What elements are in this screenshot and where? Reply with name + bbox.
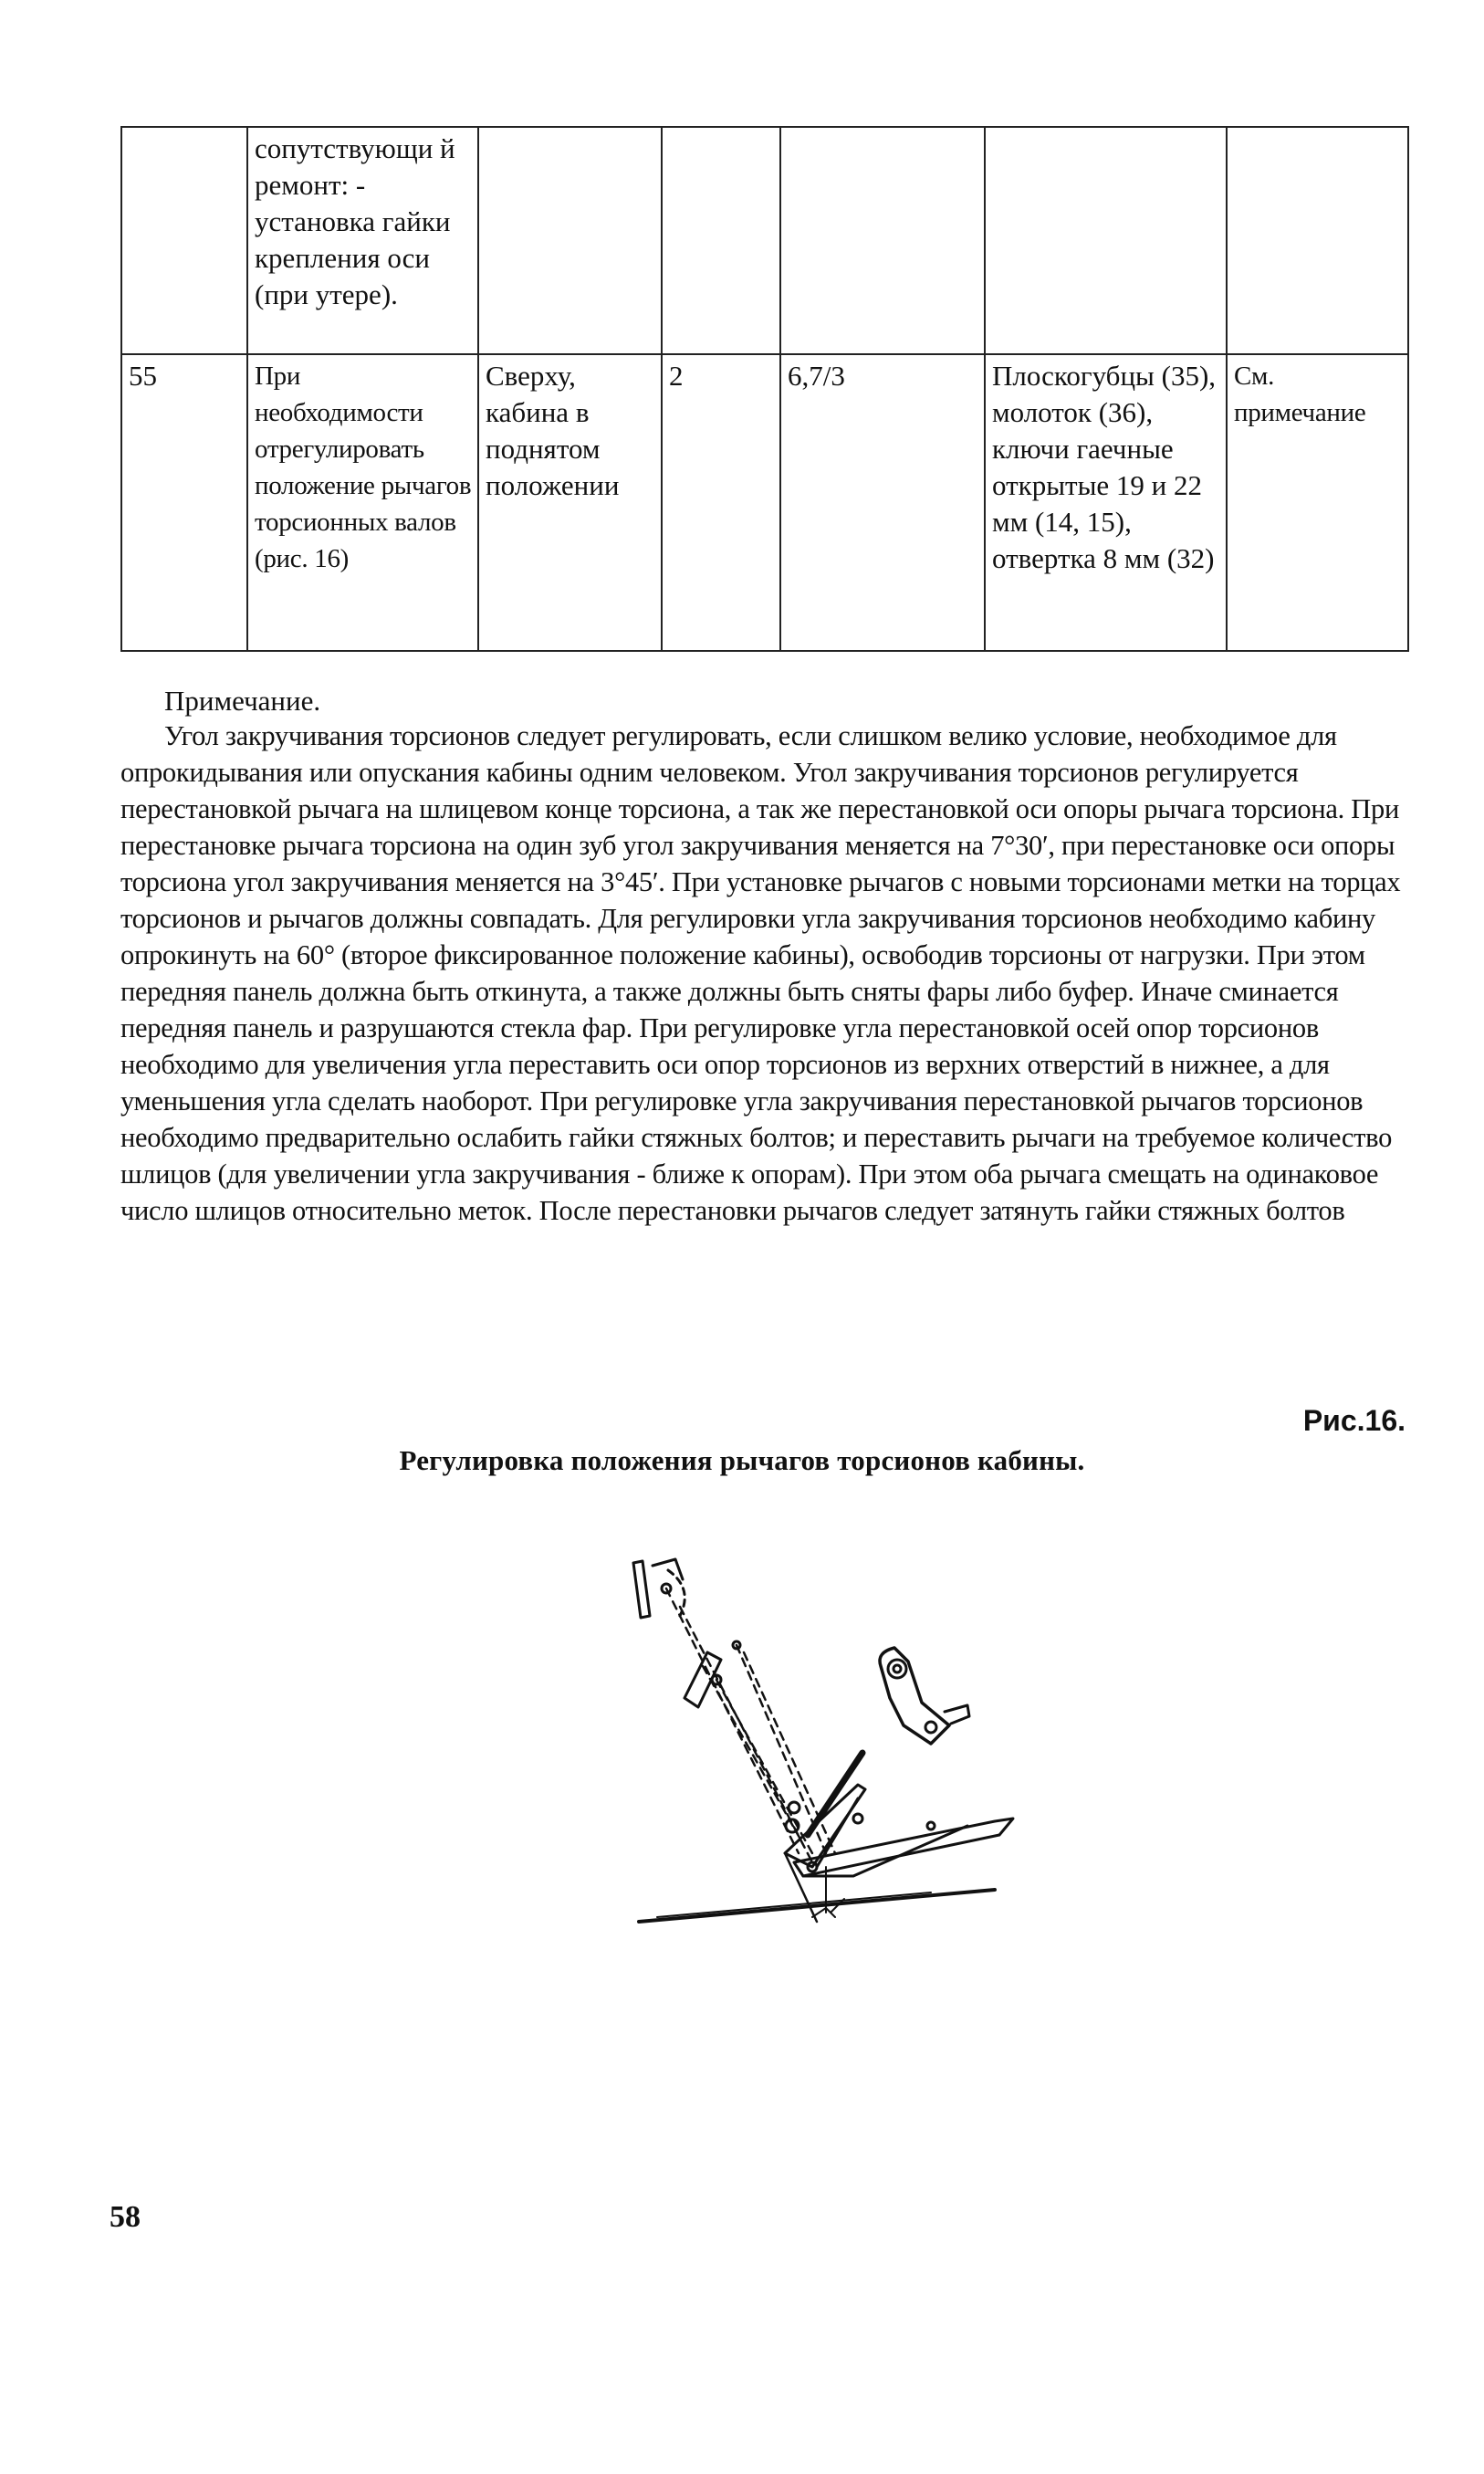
bracket-middle — [685, 1641, 740, 1707]
table-row — [121, 354, 1408, 651]
note-body: Угол закручивания торсионов следует регулировать, если слишком велико условие, необходимое для опрокидывания или опускания кабины одним человеком. Угол закручивания торсионов регулируется перестановкой рычага на шлицевом конце торсиона, а так же перестановкой оси опоры рычага торсиона. При перестановке рычага торсиона на один зуб угол закручивания меняется на 7°30′, при перестановке оси опоры торсиона угол закручивания меняется на 3°45′. При установке рычагов с новыми торсионами метки на торцах торсионов и рычагов должны совпадать. Для регулировки угла закручивания торсионов необходимо кабину опрокинуть на 60° (второе фиксированное положение кабины), освободив торсионы от нагрузки. При этом передняя панель должна быть откинута, а также должны быть сняты фары либо буфер. Иначе сминается передняя панель и разрушаются стекла фар. При регулировке угла перестановкой осей опор торсионов необходимо для увеличения угла переставить оси опор торсионов из верхних отверстий в нижнее, а для уменьшения угла сделать наоборот. При регулировке угла закручивания перестановкой рычагов торсионов необходимо предварительно ослабить гайки стяжных болтов; и переставить рычаги на требуемое количество шлицов (для увеличении угла закручивания - ближе к опорам). При этом оба рычага смещать на одинаковое число шлицов относительно меток. После перестановки рычагов следует затянуть гайки стяжных болтов — [120, 720, 1401, 1226]
page-number: 58 — [110, 2200, 141, 2234]
hinge-part — [880, 1648, 969, 1744]
figure-caption: Регулировка положения рычагов торсионов кабины. — [399, 1444, 1085, 1476]
note-title: Примечание. — [164, 685, 321, 717]
cell-requirements: См. примечание — [1227, 354, 1408, 651]
cell-labor — [780, 127, 985, 354]
ground-line — [639, 1890, 995, 1922]
cell-number — [121, 127, 247, 354]
cell-operation: сопутствующи й ремонт: - установка гайки крепления оси (при утере). — [247, 127, 478, 354]
cell-position: Сверху, кабина в поднятом положении — [478, 354, 662, 651]
cell-workers — [662, 127, 780, 354]
cell-tools — [985, 127, 1227, 354]
cell-labor: 6,7/3 — [780, 354, 985, 651]
cell-workers: 2 — [662, 354, 780, 651]
torsion-lever-drawing — [630, 1552, 1415, 2474]
cell-number: 55 — [121, 354, 247, 651]
cell-tools: Плоскогубцы (35), молоток (36), ключи гаечные открытые 19 и 22 мм (14, 15), отвертка 8 мм (32) — [985, 354, 1227, 651]
figure-number: Рис.16. — [1302, 1404, 1406, 1437]
cell-operation: При необходимости отрегулировать положение рычагов торсионных валов (рис. 16) — [247, 354, 478, 651]
table-row — [121, 127, 1408, 354]
lever-traces — [666, 1588, 835, 1862]
cell-position — [478, 127, 662, 354]
works-table — [120, 126, 1409, 652]
cell-requirements — [1227, 127, 1408, 354]
